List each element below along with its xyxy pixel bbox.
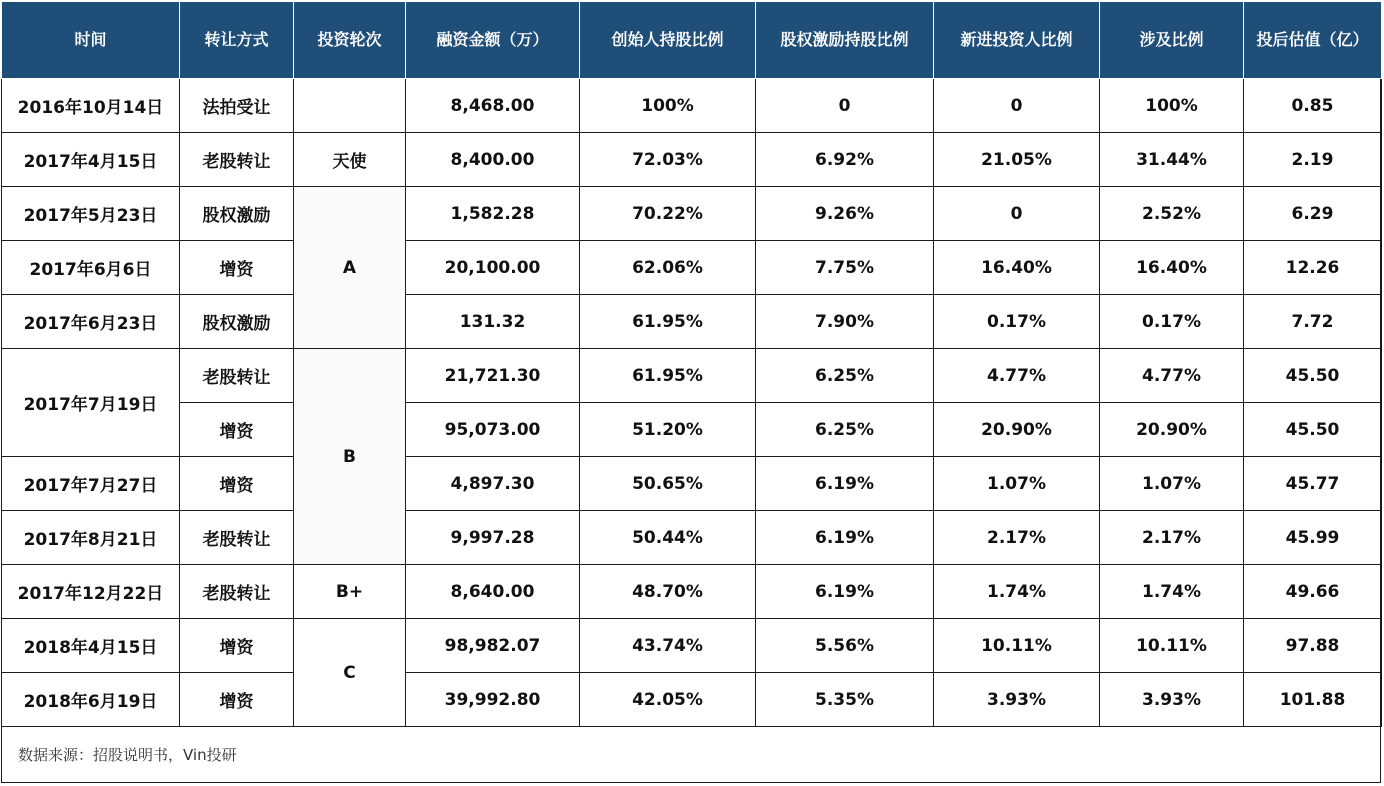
cell-new-investor: 3.93%	[934, 673, 1100, 727]
cell-date: 2017年7月19日	[2, 349, 180, 457]
table-row	[2, 457, 1382, 511]
cell-amount: 4,897.30	[406, 457, 580, 511]
data-source-note: 数据来源：招股说明书，Vin投研	[18, 746, 237, 764]
table-header-row	[2, 2, 1382, 79]
cell-round	[294, 79, 406, 133]
cell-involved: 4.77%	[1100, 349, 1244, 403]
cell-founder: 61.95%	[580, 349, 756, 403]
cell-amount: 9,997.28	[406, 511, 580, 565]
table-row	[2, 79, 1382, 133]
cell-new-investor: 16.40%	[934, 241, 1100, 295]
cell-involved: 2.52%	[1100, 187, 1244, 241]
cell-amount: 21,721.30	[406, 349, 580, 403]
cell-involved: 0.17%	[1100, 295, 1244, 349]
cell-involved: 3.93%	[1100, 673, 1244, 727]
cell-method: 股权激励	[180, 295, 294, 349]
cell-incentive: 6.19%	[756, 511, 934, 565]
table-row	[2, 349, 1382, 403]
cell-valuation: 97.88	[1244, 619, 1382, 673]
cell-method: 增资	[180, 673, 294, 727]
cell-founder: 62.06%	[580, 241, 756, 295]
cell-incentive: 0	[756, 79, 934, 133]
table-row	[2, 403, 1382, 457]
cell-amount: 1,582.28	[406, 187, 580, 241]
cell-date: 2016年10月14日	[2, 79, 180, 133]
cell-new-investor: 2.17%	[934, 511, 1100, 565]
cell-valuation: 45.99	[1244, 511, 1382, 565]
cell-new-investor: 0	[934, 79, 1100, 133]
cell-new-investor: 0	[934, 187, 1100, 241]
cell-founder: 51.20%	[580, 403, 756, 457]
cell-founder: 72.03%	[580, 133, 756, 187]
cell-date: 2017年4月15日	[2, 133, 180, 187]
cell-round: B	[294, 349, 406, 565]
cell-new-investor: 0.17%	[934, 295, 1100, 349]
header-involved: 涉及比例	[1100, 2, 1244, 79]
cell-valuation: 45.50	[1244, 403, 1382, 457]
cell-method: 增资	[180, 619, 294, 673]
header-incentive: 股权激励持股比例	[756, 2, 934, 79]
cell-amount: 8,400.00	[406, 133, 580, 187]
cell-new-investor: 1.74%	[934, 565, 1100, 619]
cell-involved: 20.90%	[1100, 403, 1244, 457]
table-row	[2, 565, 1382, 619]
cell-date: 2018年4月15日	[2, 619, 180, 673]
table-row	[2, 673, 1382, 727]
cell-method: 法拍受让	[180, 79, 294, 133]
table-row	[2, 241, 1382, 295]
cell-incentive: 6.92%	[756, 133, 934, 187]
cell-round: C	[294, 619, 406, 727]
cell-valuation: 2.19	[1244, 133, 1382, 187]
cell-date: 2017年7月27日	[2, 457, 180, 511]
cell-amount: 131.32	[406, 295, 580, 349]
financing-table-container	[1, 1, 1381, 783]
cell-founder: 50.44%	[580, 511, 756, 565]
cell-round: B+	[294, 565, 406, 619]
cell-founder: 43.74%	[580, 619, 756, 673]
cell-new-investor: 1.07%	[934, 457, 1100, 511]
cell-incentive: 6.25%	[756, 349, 934, 403]
cell-round: A	[294, 187, 406, 349]
cell-amount: 8,468.00	[406, 79, 580, 133]
header-amount: 融资金额（万）	[406, 2, 580, 79]
cell-amount: 39,992.80	[406, 673, 580, 727]
header-valuation: 投后估值（亿）	[1244, 2, 1382, 79]
cell-valuation: 45.77	[1244, 457, 1382, 511]
table-row	[2, 619, 1382, 673]
cell-involved: 1.07%	[1100, 457, 1244, 511]
table-row	[2, 511, 1382, 565]
cell-valuation: 49.66	[1244, 565, 1382, 619]
cell-method: 增资	[180, 457, 294, 511]
cell-incentive: 7.75%	[756, 241, 934, 295]
cell-involved: 1.74%	[1100, 565, 1244, 619]
cell-involved: 16.40%	[1100, 241, 1244, 295]
cell-new-investor: 21.05%	[934, 133, 1100, 187]
cell-amount: 8,640.00	[406, 565, 580, 619]
cell-method: 增资	[180, 403, 294, 457]
header-method: 转让方式	[180, 2, 294, 79]
cell-amount: 98,982.07	[406, 619, 580, 673]
table-row	[2, 295, 1382, 349]
cell-date: 2018年6月19日	[2, 673, 180, 727]
cell-valuation: 45.50	[1244, 349, 1382, 403]
cell-incentive: 6.25%	[756, 403, 934, 457]
cell-valuation: 12.26	[1244, 241, 1382, 295]
cell-founder: 42.05%	[580, 673, 756, 727]
header-new-investor: 新进投资人比例	[934, 2, 1100, 79]
cell-date: 2017年5月23日	[2, 187, 180, 241]
cell-new-investor: 20.90%	[934, 403, 1100, 457]
cell-founder: 61.95%	[580, 295, 756, 349]
cell-new-investor: 4.77%	[934, 349, 1100, 403]
cell-method: 增资	[180, 241, 294, 295]
cell-founder: 70.22%	[580, 187, 756, 241]
cell-method: 老股转让	[180, 349, 294, 403]
cell-date: 2017年6月23日	[2, 295, 180, 349]
header-date: 时间	[2, 2, 180, 79]
cell-involved: 31.44%	[1100, 133, 1244, 187]
cell-date: 2017年6月6日	[2, 241, 180, 295]
cell-new-investor: 10.11%	[934, 619, 1100, 673]
table-row	[2, 187, 1382, 241]
cell-incentive: 7.90%	[756, 295, 934, 349]
header-founder: 创始人持股比例	[580, 2, 756, 79]
cell-founder: 50.65%	[580, 457, 756, 511]
cell-incentive: 5.35%	[756, 673, 934, 727]
cell-founder: 100%	[580, 79, 756, 133]
cell-amount: 95,073.00	[406, 403, 580, 457]
cell-incentive: 6.19%	[756, 457, 934, 511]
cell-involved: 100%	[1100, 79, 1244, 133]
cell-method: 老股转让	[180, 133, 294, 187]
cell-valuation: 7.72	[1244, 295, 1382, 349]
cell-round: 天使	[294, 133, 406, 187]
cell-involved: 10.11%	[1100, 619, 1244, 673]
cell-method: 股权激励	[180, 187, 294, 241]
cell-date: 2017年8月21日	[2, 511, 180, 565]
header-round: 投资轮次	[294, 2, 406, 79]
cell-method: 老股转让	[180, 565, 294, 619]
table-row	[2, 133, 1382, 187]
cell-valuation: 101.88	[1244, 673, 1382, 727]
cell-method: 老股转让	[180, 511, 294, 565]
cell-incentive: 6.19%	[756, 565, 934, 619]
cell-valuation: 0.85	[1244, 79, 1382, 133]
cell-amount: 20,100.00	[406, 241, 580, 295]
cell-date: 2017年12月22日	[2, 565, 180, 619]
cell-incentive: 9.26%	[756, 187, 934, 241]
cell-valuation: 6.29	[1244, 187, 1382, 241]
cell-founder: 48.70%	[580, 565, 756, 619]
cell-involved: 2.17%	[1100, 511, 1244, 565]
cell-incentive: 5.56%	[756, 619, 934, 673]
financing-history-table	[1, 1, 1382, 727]
